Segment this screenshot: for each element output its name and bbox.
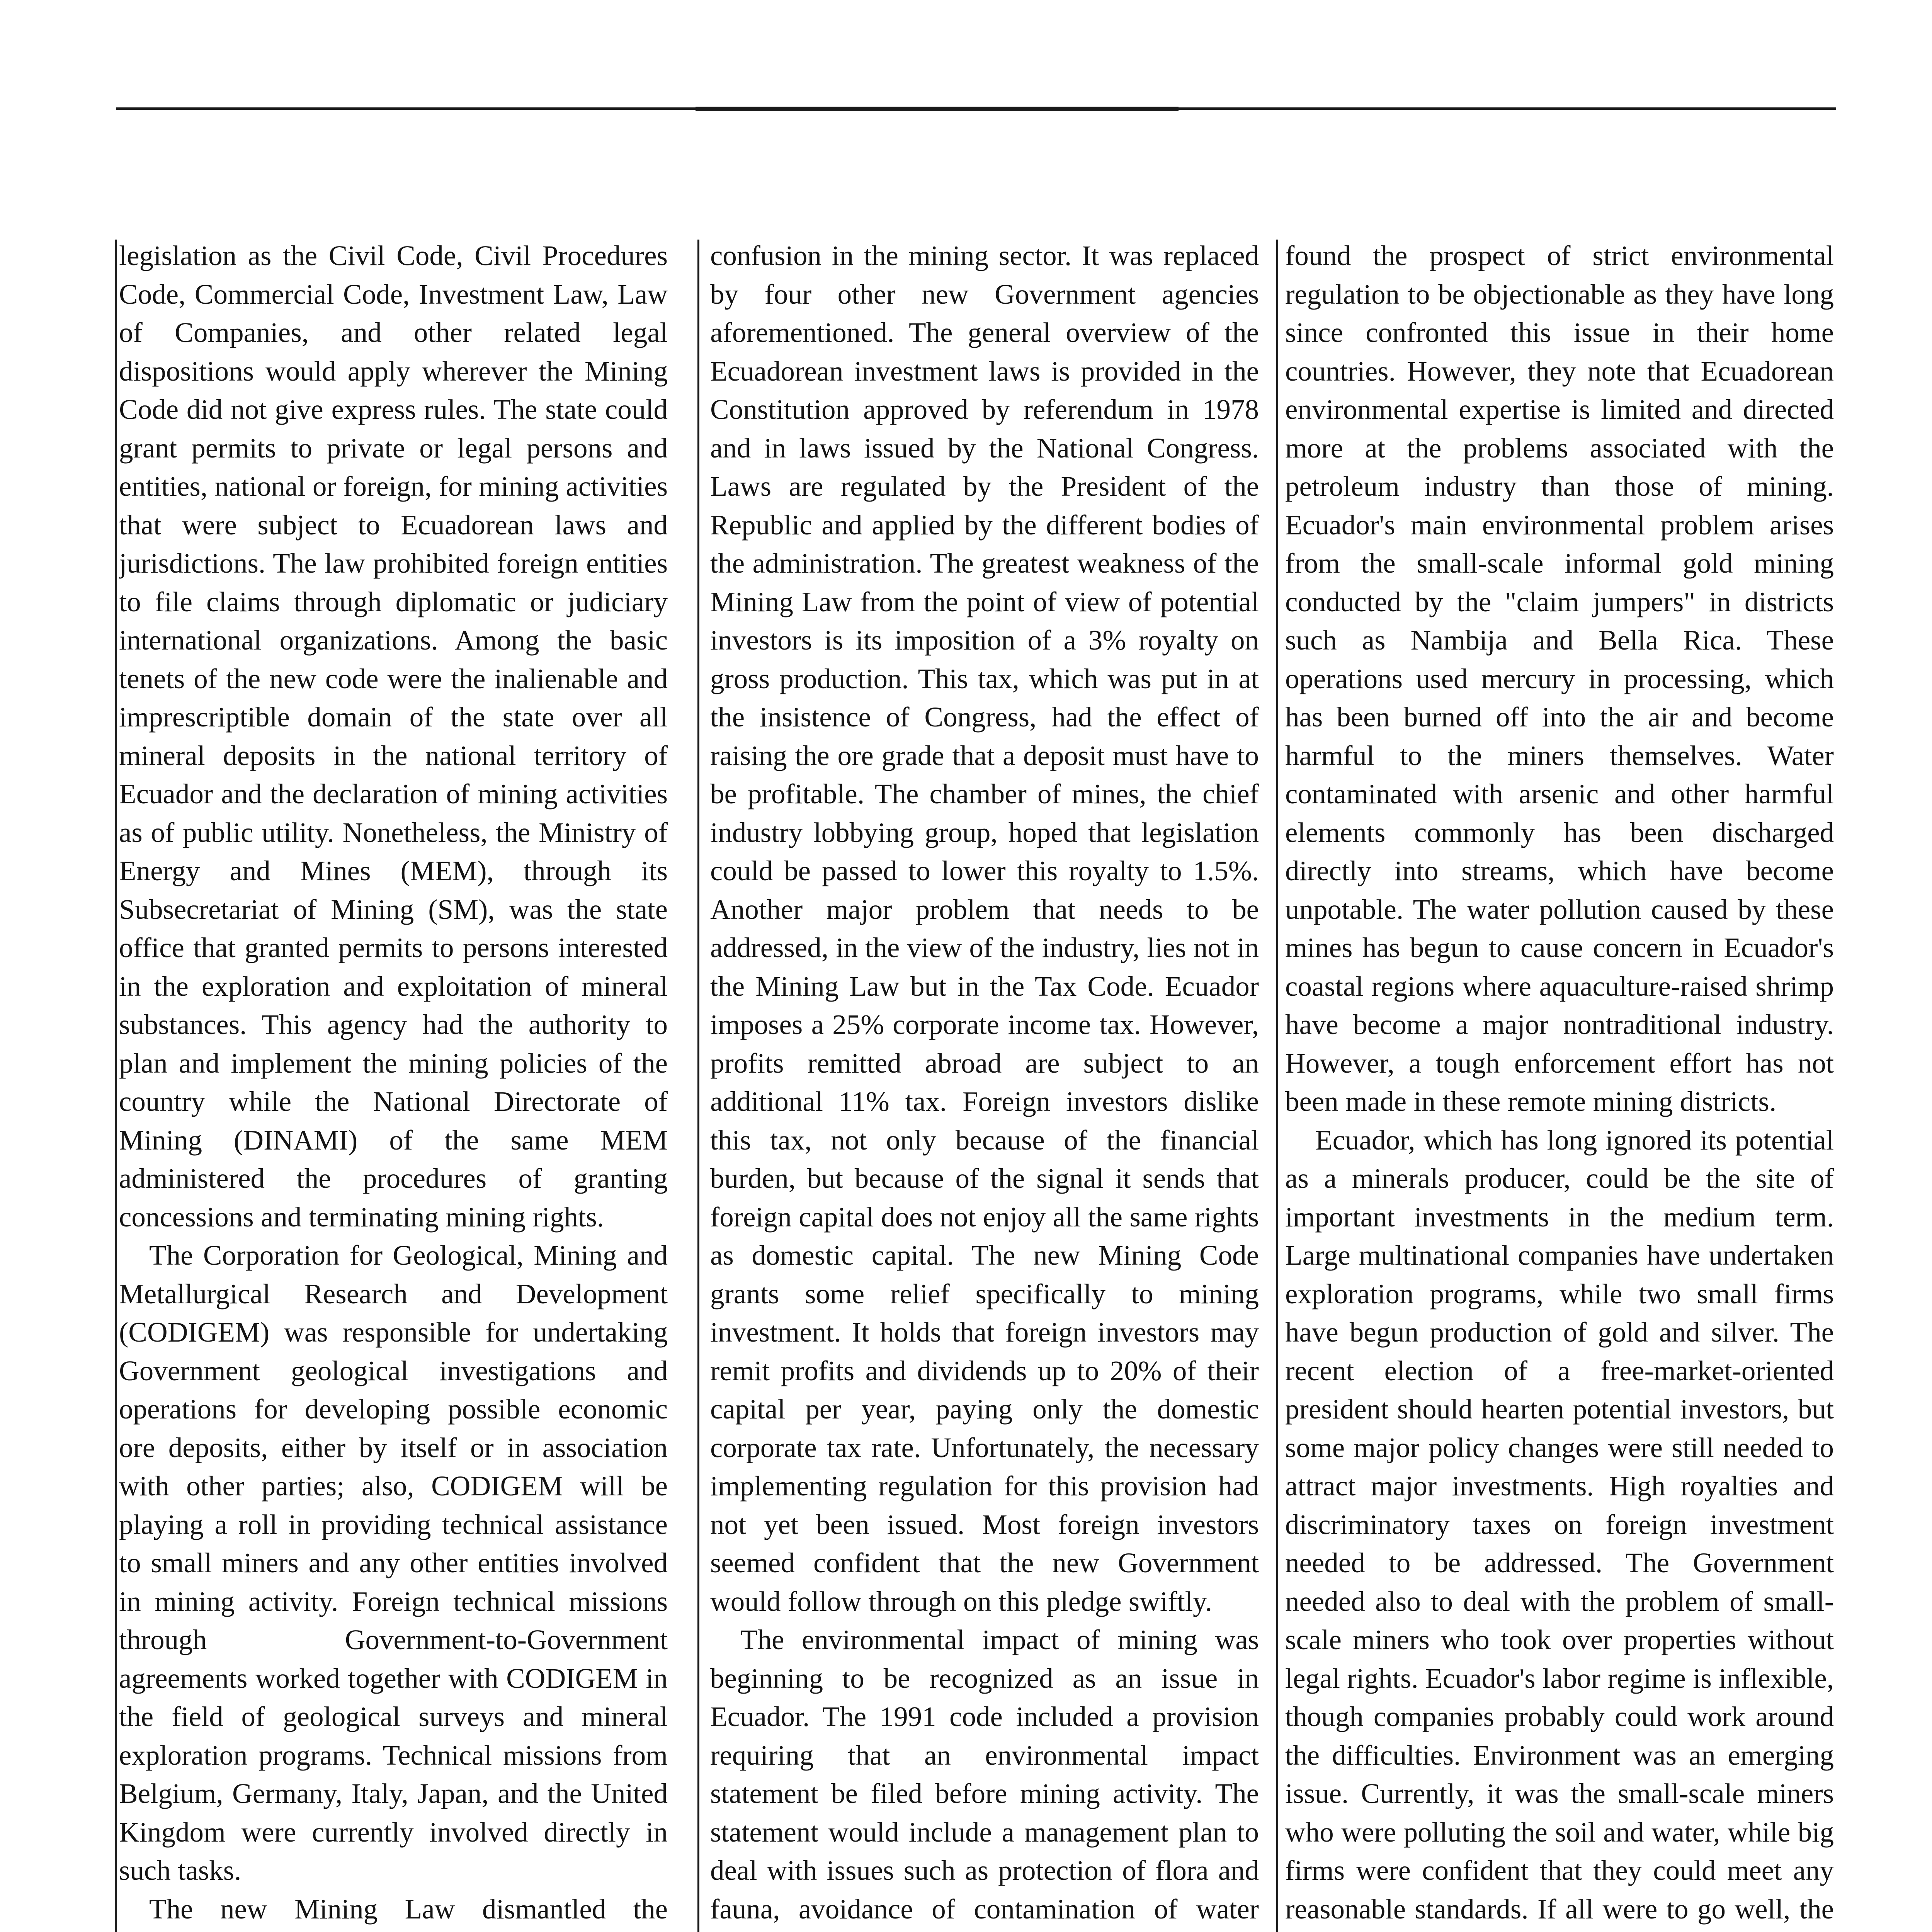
top-rule-accent [696, 107, 1179, 111]
text-column-1 [119, 236, 668, 1932]
paragraph: The environmental impact of mining was beginning to be recognized as an issue in Ecuador. The 1991 code included a provision requiring that an environmental impact statement be filed before mining activity. The statement would include a management plan to deal with issues such as protection of flora and fauna, avoidance of contamination of water [710, 1624, 1259, 1925]
column-divider [697, 240, 699, 1932]
paragraph: confusion in the mining sector. It was replaced by four other new Government agencies aforementioned. The general overview of the Ecuadorean investment laws is provided in the Constitution approved by referendum in 1978 and in laws issued by the National Congress. Laws are regulated by the President of the Republic and applied by the different bodies of the administration. The greatest weakness of the Mining Law from the point of view of potential investors is its imposition of a 3% royalty on gross production. This tax, which was put in at the insistence of Congress, had the effect of raising the ore grade that a deposit must have to be profitable. The chamber of mines, the chief industry lobbying group, hoped that legislation could be passed to lower this royalty to 1.5%. Another major problem that needs to be addressed, in the view of the industry, lies not in the Mining Law but in the Tax Code. Ecuador imposes a 25% corporate income tax. However, profits remitted abroad are subject to an additional 11% tax. Foreign investors dislike this tax, not only because of the financial burden, but because of the signal it sends that foreign capital does not enjoy all the same rights as domestic capital. The new Mining Code grants some relief specifically to mining investment. It holds that foreign investors may remit profits and dividends up to 20% of their capital per year, paying only the domestic corporate tax rate. Unfortunately, the necessary implementing regulation for this provision had not yet been issued. Most foreign investors seemed confident that the new Government would follow through on this pledge swiftly. [710, 240, 1259, 1617]
text-column-2 [710, 236, 1259, 1932]
paragraph: found the prospect of strict environmental regulation to be objectionable as they have long since confronted this issue in their home countries. However, they note that Ecuadorean environmental expertise is limited and directed more at the problems associated with the petroleum industry than those of mining. Ecuador's main environmental problem arises from the small-scale informal gold mining conducted by the "claim jumpers" in districts such as Nambija and Bella Rica. These operations used mercury in processing, which has been burned off into the air and become harmful to the miners themselves. Water contaminated with arsenic and other harmful elements commonly has been discharged directly into streams, which have become unpotable. The water pollution caused by these mines has begun to cause concern in Ecuador's coastal regions where aquaculture-raised shrimp have become a major nontraditional industry. However, a tough enforcement effort has not been made in these remote mining districts. [1285, 240, 1834, 1117]
paragraph: The Corporation for Geological, Mining and Metallurgical Research and Development (CODIGEM) was responsible for undertaking Government geological investigations and operations for developing possible economic ore deposits, either by itself or in association with other parties; also, CODIGEM will be playing a roll in providing technical assistance to small miners and any other entities involved in mining activity. Foreign technical missions through Government-to-Government agreements worked together with CODIGEM in the field of geological surveys and mineral exploration programs. Technical missions from Belgium, Germany, Italy, Japan, and the United Kingdom were currently involved directly in such tasks. [119, 1240, 668, 1886]
paragraph: The new Mining Law dismantled the [149, 1893, 668, 1925]
paragraph: Ecuador, which has long ignored its potential as a minerals producer, could be the site of important investments in the medium term. Large multinational companies have undertaken exploration programs, while two small firms have begun production of gold and silver. The recent election of a free-market-oriented president should hearten potential investors, but some major policy changes were still needed to attract major investments. High royalties and discriminatory taxes on foreign investment needed to be addressed. The Government needed also to deal with the problem of small-scale miners who took over properties without legal rights. Ecuador's labor regime is inflexible, though companies probably could work around the difficulties. Environment was an emerging issue. Currently, it was the small-scale miners who were polluting the soil and water, while big firms were confident that they could meet any reasonable standards. If all were to go well, the [1285, 1124, 1834, 1925]
column-divider [115, 240, 117, 1932]
column-divider [1276, 240, 1278, 1932]
paragraph: legislation as the Civil Code, Civil Procedures Code, Commercial Code, Investment Law, Law of Companies, and other related legal dispositions would apply wherever the Mining Code did not give express rules. The state could grant permits to private or legal persons and entities, national or foreign, for mining activities that were subject to Ecuadorean laws and jurisdictions. The law prohibited foreign entities to file claims through diplomatic or judiciary international organizations. Among the basic tenets of the new code were the inalienable and imprescriptible domain of the state over all mineral deposits in the national territory of Ecuador and the declaration of mining activities as of public utility. Nonetheless, the Ministry of Energy and Mines (MEM), through its Subsecretariat of Mining (SM), was the state office that granted permits to persons interested in the exploration and exploitation of mineral substances. This agency had the authority to plan and implement the mining policies of the country while the National Directorate of Mining (DINAMI) of the same MEM administered the procedures of granting concessions and terminating mining rights. [119, 240, 668, 1233]
text-column-3 [1285, 236, 1834, 1932]
